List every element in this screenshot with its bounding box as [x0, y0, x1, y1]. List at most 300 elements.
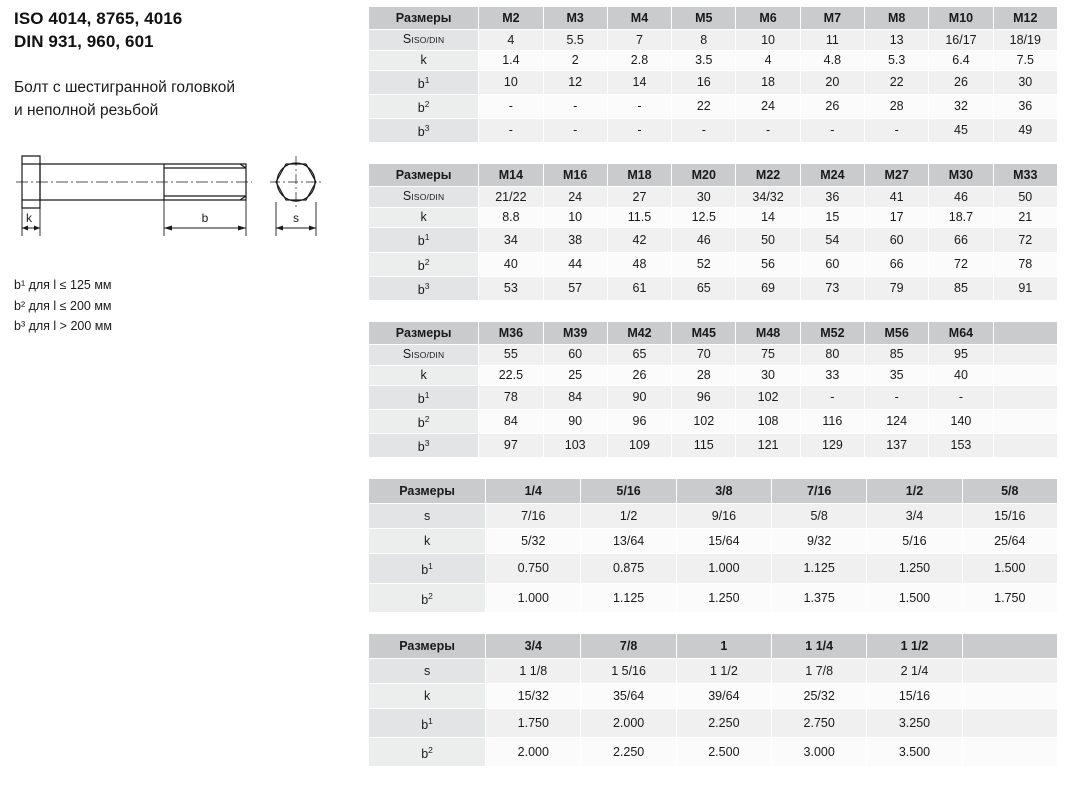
table-cell: 1.375	[772, 583, 867, 612]
row-label-base: s	[423, 509, 431, 524]
table-cell: -	[800, 385, 864, 409]
table-cell: 65	[607, 344, 671, 365]
table-cell: 2.000	[486, 737, 581, 766]
table-cell: 4	[736, 51, 800, 71]
column-header-size: M64	[929, 321, 993, 344]
table-cell: 7/16	[486, 504, 581, 529]
row-label-subscript: ISO/DIN	[411, 192, 445, 203]
table-cell: 72	[929, 252, 993, 276]
table-cell: -	[736, 119, 800, 143]
column-header-size: M16	[543, 164, 607, 187]
row-label-base: b	[417, 282, 425, 297]
table-cell	[962, 708, 1057, 737]
column-header-size: M8	[865, 7, 929, 30]
row-label	[369, 228, 479, 252]
table-cell: 84	[543, 385, 607, 409]
column-header-size: M27	[865, 164, 929, 187]
table-cell: 10	[479, 71, 543, 95]
table-cell: 12	[543, 71, 607, 95]
table-cell: 13/64	[581, 529, 676, 554]
product-description	[14, 76, 364, 123]
table-cell: 1.250	[676, 583, 771, 612]
column-header-size: 3/4	[486, 633, 581, 658]
table-cell: 28	[865, 95, 929, 119]
table-cell: 26	[929, 71, 993, 95]
table-cell: 41	[865, 187, 929, 208]
table-cell	[962, 737, 1057, 766]
table-cell: 30	[672, 187, 736, 208]
table-cell: 65	[672, 276, 736, 300]
row-label-base: b	[417, 392, 425, 407]
table-cell: 1 7/8	[772, 658, 867, 683]
table-cell: 85	[929, 276, 993, 300]
table-cell	[993, 385, 1057, 409]
table-cell: 22	[672, 95, 736, 119]
table-cell: 60	[800, 252, 864, 276]
table-cell: 1 5/16	[581, 658, 676, 683]
column-header-label: Размеры	[369, 321, 479, 344]
table-cell: 1.000	[486, 583, 581, 612]
table-cell: 38	[543, 228, 607, 252]
row-label	[369, 51, 479, 71]
column-header-label: Размеры	[369, 7, 479, 30]
table-cell: 18	[736, 71, 800, 95]
table-row	[369, 252, 1058, 276]
row-label-base: b	[417, 416, 425, 431]
row-label	[369, 344, 479, 365]
row-label	[369, 410, 479, 434]
table-cell: 30	[993, 71, 1057, 95]
row-label	[369, 434, 479, 458]
table-cell: 73	[800, 276, 864, 300]
table-row	[369, 30, 1058, 51]
table-cell: 25/64	[962, 529, 1057, 554]
column-header-size	[962, 633, 1057, 658]
table-cell: 2.8	[607, 51, 671, 71]
row-label-superscript: 3	[424, 123, 430, 134]
table-cell: 137	[865, 434, 929, 458]
column-header-size: M5	[672, 7, 736, 30]
table-cell: 49	[993, 119, 1057, 143]
table-cell: 3.5	[672, 51, 736, 71]
table-row	[369, 276, 1058, 300]
table-cell: 26	[607, 365, 671, 385]
row-label-superscript: 1	[428, 561, 433, 572]
table-cell: 18.7	[929, 208, 993, 228]
table-cell: 1.125	[581, 583, 676, 612]
column-header-size: M14	[479, 164, 543, 187]
table-imperial-three-quarters-to-one-and-half	[368, 633, 1058, 767]
table-cell: 36	[993, 95, 1057, 119]
table-cell: 109	[607, 434, 671, 458]
table-cell: 10	[736, 30, 800, 51]
table-cell: 72	[993, 228, 1057, 252]
table-cell: 48	[607, 252, 671, 276]
row-label-base: k	[423, 688, 431, 703]
table-cell: 0.750	[486, 554, 581, 583]
table-row	[369, 683, 1058, 708]
row-label	[369, 187, 479, 208]
table-row	[369, 95, 1058, 119]
table-cell: 108	[736, 410, 800, 434]
table-cell: 116	[800, 410, 864, 434]
column-header-size: 1 1/2	[867, 633, 962, 658]
table-cell: 16	[672, 71, 736, 95]
column-header-size: M56	[865, 321, 929, 344]
table-cell: 15	[800, 208, 864, 228]
column-header-size: M45	[672, 321, 736, 344]
table-cell: 45	[929, 119, 993, 143]
table-cell: 2.000	[581, 708, 676, 737]
table-cell: 78	[479, 385, 543, 409]
table-cell: 44	[543, 252, 607, 276]
column-header-size: M12	[993, 7, 1057, 30]
row-label	[369, 95, 479, 119]
table-cell: 60	[865, 228, 929, 252]
table-cell	[993, 434, 1057, 458]
standard-title	[14, 8, 364, 54]
table-cell: 26	[800, 95, 864, 119]
table-row	[369, 344, 1058, 365]
table-cell: 0.875	[581, 554, 676, 583]
table-cell: 14	[736, 208, 800, 228]
table-row	[369, 119, 1058, 143]
column-header-size: M18	[607, 164, 671, 187]
table-header-row	[369, 633, 1058, 658]
row-label-subscript: ISO/DIN	[411, 349, 445, 360]
table-cell: 6.4	[929, 51, 993, 71]
column-header-size	[993, 321, 1057, 344]
length-note-b2: b² для l ≤ 200 мм	[14, 298, 112, 313]
table-cell: 24	[543, 187, 607, 208]
table-cell: 11	[800, 30, 864, 51]
table-cell: 54	[800, 228, 864, 252]
column-header-size: M7	[800, 7, 864, 30]
table-cell: 1.250	[867, 554, 962, 583]
table-cell: -	[479, 119, 543, 143]
column-header-size: M30	[929, 164, 993, 187]
row-label-base: b	[417, 440, 425, 455]
table-cell: 53	[479, 276, 543, 300]
column-header-size: M39	[543, 321, 607, 344]
drawing-label-k: k	[26, 211, 32, 226]
row-label	[369, 365, 479, 385]
drawing-label-b: b	[201, 211, 209, 226]
table-cell	[962, 658, 1057, 683]
row-label-superscript: 2	[428, 744, 433, 755]
table-cell: 3.250	[867, 708, 962, 737]
table-cell: 46	[672, 228, 736, 252]
table-cell: 102	[672, 410, 736, 434]
table-cell: 27	[607, 187, 671, 208]
column-header-size: M4	[607, 7, 671, 30]
table-cell: 40	[479, 252, 543, 276]
table-cell: 69	[736, 276, 800, 300]
table-cell: 25/32	[772, 683, 867, 708]
row-label	[369, 583, 486, 612]
row-label-base: b	[417, 77, 425, 92]
row-label-base: S	[402, 189, 412, 204]
table-cell: -	[865, 385, 929, 409]
column-header-size: 7/8	[581, 633, 676, 658]
row-label-base: k	[420, 53, 427, 67]
table-metric-m14-m33	[368, 163, 1058, 300]
table-cell: 57	[543, 276, 607, 300]
column-header-size: 1/2	[867, 479, 962, 504]
column-header-size: M20	[672, 164, 736, 187]
table-row	[369, 708, 1058, 737]
row-label	[369, 708, 486, 737]
row-label	[369, 119, 479, 143]
table-cell	[962, 683, 1057, 708]
table-row	[369, 529, 1058, 554]
table-cell: 35/64	[581, 683, 676, 708]
row-label	[369, 208, 479, 228]
row-label	[369, 30, 479, 51]
table-cell: 5/8	[772, 504, 867, 529]
table-cell: 17	[865, 208, 929, 228]
table-cell: 3.000	[772, 737, 867, 766]
table-cell: 11.5	[607, 208, 671, 228]
table-cell: 50	[736, 228, 800, 252]
table-row	[369, 434, 1058, 458]
row-label	[369, 683, 486, 708]
row-label-superscript: 1	[424, 75, 430, 85]
table-cell: 32	[929, 95, 993, 119]
table-cell: 15/64	[676, 529, 771, 554]
table-cell: 21	[993, 208, 1057, 228]
row-label-superscript: 2	[424, 256, 430, 267]
row-label	[369, 252, 479, 276]
table-cell: 90	[543, 410, 607, 434]
table-cell: 56	[736, 252, 800, 276]
table-cell: 115	[672, 434, 736, 458]
row-label-subscript: ISO/DIN	[411, 35, 445, 45]
table-cell: 2.500	[676, 737, 771, 766]
row-label-superscript: 2	[424, 99, 430, 110]
table-cell: 79	[865, 276, 929, 300]
table-cell: 15/32	[486, 683, 581, 708]
row-label-base: b	[417, 258, 425, 273]
table-row	[369, 737, 1058, 766]
table-cell: 16/17	[929, 30, 993, 51]
column-header-size: 1/4	[486, 479, 581, 504]
table-row	[369, 228, 1058, 252]
column-header-label: Размеры	[369, 633, 486, 658]
row-label	[369, 658, 486, 683]
table-cell: 36	[800, 187, 864, 208]
table-row	[369, 410, 1058, 434]
product-description-line-1: Болт с шестигранной головкой	[14, 78, 236, 96]
table-row	[369, 385, 1058, 409]
table-cell: 40	[929, 365, 993, 385]
column-header-label: Размеры	[369, 479, 486, 504]
table-cell: 13	[865, 30, 929, 51]
column-header-size: M52	[800, 321, 864, 344]
table-row	[369, 187, 1058, 208]
table-cell: -	[479, 95, 543, 119]
column-header-size: M22	[736, 164, 800, 187]
table-cell: 78	[993, 252, 1057, 276]
length-notes	[14, 275, 364, 336]
column-header-size: M6	[736, 7, 800, 30]
row-label-superscript: 2	[428, 590, 433, 601]
column-header-size: 7/16	[772, 479, 867, 504]
table-cell: 96	[672, 385, 736, 409]
table-cell: 5/16	[867, 529, 962, 554]
table-cell: -	[543, 119, 607, 143]
row-label-base: b	[421, 563, 429, 578]
table-cell: 52	[672, 252, 736, 276]
table-cell: 1.500	[962, 554, 1057, 583]
table-cell	[993, 410, 1057, 434]
table-cell: 2.250	[581, 737, 676, 766]
table-imperial-quarter-to-five-eighths	[368, 478, 1058, 612]
table-cell: 96	[607, 410, 671, 434]
table-cell: 18/19	[993, 30, 1057, 51]
table-row	[369, 71, 1058, 95]
table-cell: 95	[929, 344, 993, 365]
table-cell: 1 1/8	[486, 658, 581, 683]
table-cell: 1.4	[479, 51, 543, 71]
table-row	[369, 583, 1058, 612]
table-cell: 46	[929, 187, 993, 208]
column-header-size: M3	[543, 7, 607, 30]
table-cell: 2 1/4	[867, 658, 962, 683]
table-cell: 22	[865, 71, 929, 95]
table-cell: 1.125	[772, 554, 867, 583]
table-cell: 10	[543, 208, 607, 228]
row-label-superscript: 1	[424, 389, 430, 400]
table-cell: 5/32	[486, 529, 581, 554]
table-cell: 2	[543, 51, 607, 71]
table-header-row	[369, 7, 1058, 30]
column-header-size: 5/16	[581, 479, 676, 504]
table-cell: 1.750	[962, 583, 1057, 612]
table-cell: 70	[672, 344, 736, 365]
table-header-row	[369, 321, 1058, 344]
table-cell: 28	[672, 365, 736, 385]
table-cell: -	[929, 385, 993, 409]
table-cell: 22.5	[479, 365, 543, 385]
drawing-label-s: s	[293, 211, 299, 226]
left-info-column	[14, 8, 364, 336]
table-cell: 153	[929, 434, 993, 458]
table-metric-m2-m12	[368, 6, 1058, 143]
table-cell: 2.250	[676, 708, 771, 737]
table-cell: 80	[800, 344, 864, 365]
table-cell: 66	[929, 228, 993, 252]
table-row	[369, 208, 1058, 228]
column-header-size: M48	[736, 321, 800, 344]
table-header-row	[369, 164, 1058, 187]
table-cell: 102	[736, 385, 800, 409]
column-header-size: M24	[800, 164, 864, 187]
row-label	[369, 737, 486, 766]
table-cell: 15/16	[962, 504, 1057, 529]
row-label-base: b	[417, 101, 425, 116]
standard-title-line-iso: ISO 4014, 8765, 4016	[14, 9, 183, 28]
table-cell: 1/2	[581, 504, 676, 529]
table-cell: 12.5	[672, 208, 736, 228]
column-header-size: M36	[479, 321, 543, 344]
table-cell: 91	[993, 276, 1057, 300]
table-row	[369, 554, 1058, 583]
table-cell: 124	[865, 410, 929, 434]
table-cell: 97	[479, 434, 543, 458]
table-cell: 5.5	[543, 30, 607, 51]
table-cell: 34/32	[736, 187, 800, 208]
table-row	[369, 658, 1058, 683]
row-label-base: s	[423, 663, 431, 678]
column-header-size: M10	[929, 7, 993, 30]
table-cell: -	[543, 95, 607, 119]
table-cell: 1.000	[676, 554, 771, 583]
column-header-size: 5/8	[962, 479, 1057, 504]
table-header-row	[369, 479, 1058, 504]
table-cell: 3.500	[867, 737, 962, 766]
table-cell	[993, 344, 1057, 365]
table-cell: -	[865, 119, 929, 143]
row-label-superscript: 1	[424, 232, 430, 243]
column-header-size: 3/8	[676, 479, 771, 504]
product-description-line-2: и неполной резьбой	[14, 102, 159, 120]
table-cell: 90	[607, 385, 671, 409]
table-cell: 1.750	[486, 708, 581, 737]
column-header-size: M42	[607, 321, 671, 344]
table-cell: -	[607, 95, 671, 119]
table-cell: 14	[607, 71, 671, 95]
table-cell: 25	[543, 365, 607, 385]
table-cell: 61	[607, 276, 671, 300]
table-cell: 4.8	[800, 51, 864, 71]
row-label-base: b	[417, 234, 425, 249]
row-label	[369, 71, 479, 95]
table-cell: 21/22	[479, 187, 543, 208]
column-header-size: 1	[676, 633, 771, 658]
table-cell: 1.500	[867, 583, 962, 612]
table-cell: 39/64	[676, 683, 771, 708]
length-note-b1: b¹ для l ≤ 125 мм	[14, 278, 112, 293]
row-label-base: k	[423, 534, 431, 549]
table-metric-m36-m64	[368, 321, 1058, 458]
bolt-drawing	[14, 144, 334, 244]
table-cell: 9/32	[772, 529, 867, 554]
row-label	[369, 504, 486, 529]
row-label-superscript: 1	[428, 715, 433, 726]
table-row	[369, 504, 1058, 529]
row-label-base: k	[420, 210, 427, 225]
column-header-size: 1 1/4	[772, 633, 867, 658]
row-label-base: S	[402, 346, 412, 361]
table-cell: 84	[479, 410, 543, 434]
row-label-base: S	[402, 32, 412, 46]
row-label-superscript: 3	[424, 438, 430, 449]
row-label	[369, 554, 486, 583]
table-cell: 20	[800, 71, 864, 95]
row-label	[369, 529, 486, 554]
table-cell: 4	[479, 30, 543, 51]
row-label-base: k	[420, 367, 427, 382]
table-cell: 5.3	[865, 51, 929, 71]
column-header-size: M33	[993, 164, 1057, 187]
standard-title-line-din: DIN 931, 960, 601	[14, 31, 154, 51]
row-label-base: b	[421, 747, 429, 762]
row-label-base: b	[417, 125, 425, 140]
table-cell: 55	[479, 344, 543, 365]
table-cell: 33	[800, 365, 864, 385]
table-cell: 85	[865, 344, 929, 365]
